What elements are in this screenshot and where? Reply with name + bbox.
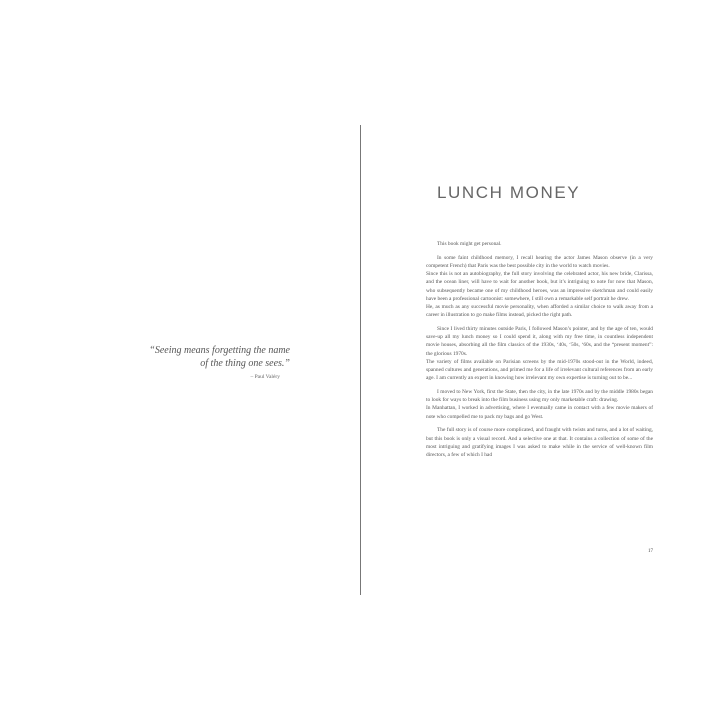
body-paragraph: This book might get personal. (437, 241, 502, 247)
epigraph-attribution: – Paul Valéry (250, 374, 280, 380)
page-gutter-divider (360, 125, 361, 595)
body-paragraph: The full story is of course more complicated, and fraught with twists and turns, and a lot of waiting, but this book is only a visual record. And a selective one at that. It contains a collection of some of the most intriguing and gratifying images I was asked to make while in the service of well-known film directors, a few of which I had (426, 427, 653, 459)
epigraph (90, 344, 290, 380)
epigraph-quote-line: “Seeing means forgetting the name (149, 345, 290, 356)
epigraph-quote-line: of the thing one sees.” (200, 358, 290, 369)
body-paragraph: Since I lived thirty minutes outside Paris, I followed Mason’s pointer, and by the age of ten, would save-up all my lunch money so I could spend it, along with my free time, in countless independent movie houses, absorbing all the film classics of the 1930s, ‘40s, ‘50s, ‘60s, and the “present moment”: the glorious 1970s. (426, 326, 653, 357)
body-paragraph: I moved to New York, first the State, then the city, in the late 1970s and by the middle 1980s began to look for ways to break into the film business using my only marketable craft: drawing. (426, 389, 653, 404)
body-paragraph: In Manhattan, I worked in advertising, where I eventually came in contact with a few movie makers of note who compelled me to pack my bags and go West. (426, 405, 653, 420)
page-number: 17 (648, 549, 653, 554)
body-paragraph: Since this is not an autobiography, the full story involving the celebrated actor, his new bride, Clarissa, and the ocean liner, will have to wait for another book, but it’s intriguing to note for now that Mason, who subsequently became one of my childhood heroes, was an impressive sketchman and could easily have been a professional cartoonist: somewhere, I still own a remarkable self portrait he drew. (426, 271, 653, 302)
chapter-title: LUNCH MONEY (437, 183, 581, 202)
body-paragraph: The variety of films available on Parisian screens by the mid-1970s stood-out in the World, indeed, spanned cultures and generations, and primed me for a life of irrelevant cultural references from an early age. I am currently an expert in knowing how irrelevant my own expertise is turning out to be... (426, 358, 653, 382)
body-paragraph: He, as much as any successful movie personality, when afforded a similar choice to walk away from a career in illustration to go make films instead, picked the right path. (426, 304, 653, 319)
body-text (426, 240, 653, 465)
body-paragraph: In some faint childhood memory, I recall hearing the actor James Mason observe (in a very competent French) that Paris was the best possible city in the world to watch movies. (426, 254, 653, 269)
epigraph-quote (90, 344, 290, 370)
